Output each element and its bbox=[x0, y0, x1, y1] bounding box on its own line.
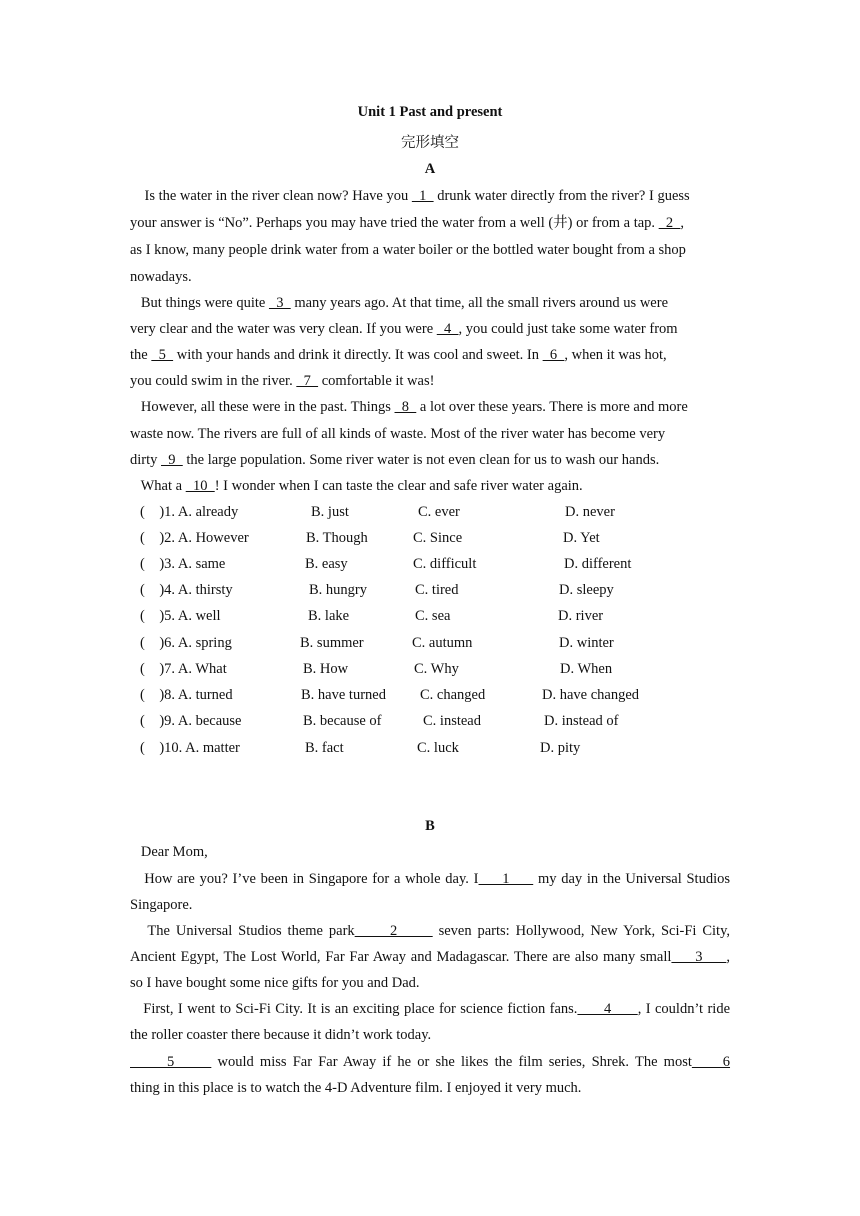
option-row bbox=[0, 554, 860, 574]
passage-text: with your hands and drink it directly. It was cool and sweet. In bbox=[173, 347, 543, 363]
passage-text: seven parts: Hollywood, New York, Sci-Fi City, bbox=[432, 923, 731, 939]
passage-line bbox=[130, 921, 730, 941]
question-choice: D. instead of bbox=[544, 713, 619, 729]
passage-line bbox=[130, 999, 730, 1019]
question-choice: B. hungry bbox=[309, 582, 367, 598]
question-choice: C. luck bbox=[417, 740, 459, 756]
passage-text: as I know, many people drink water from a water boiler or the bottled water bought from a shop bbox=[130, 242, 686, 258]
passage-text: What a bbox=[130, 478, 186, 494]
page-title: Unit 1 Past and present bbox=[357, 104, 503, 120]
question-choice: C. autumn bbox=[412, 635, 473, 651]
passage-line bbox=[130, 397, 730, 417]
blank-number: 8 bbox=[394, 399, 417, 415]
question-choice: D. never bbox=[565, 504, 615, 520]
blank-number: 6 bbox=[542, 347, 565, 363]
passage-text: your answer is “No”. Perhaps you may have tried the water from a well (井) or from a tap. bbox=[130, 215, 659, 231]
passage-text: the large population. Some river water is not even clean for us to wash our hands. bbox=[182, 452, 660, 468]
question-choice-a: ( )4. A. thirsty bbox=[140, 582, 233, 598]
question-choice-a: ( )2. A. However bbox=[140, 530, 249, 546]
passage-text: thing in this place is to watch the 4-D Adventure film. I enjoyed it very much. bbox=[130, 1080, 582, 1096]
question-choice: C. instead bbox=[423, 713, 481, 729]
option-row bbox=[0, 580, 860, 600]
passage-line bbox=[130, 895, 730, 915]
passage-text: a lot over these years. There is more and more bbox=[416, 399, 688, 415]
question-choice: B. just bbox=[311, 504, 349, 520]
question-choice: D. different bbox=[564, 556, 632, 572]
passage-line bbox=[130, 1052, 730, 1072]
question-choice: B. easy bbox=[305, 556, 348, 572]
passage-line bbox=[130, 424, 730, 444]
question-choice: D. sleepy bbox=[559, 582, 614, 598]
passage-text: would miss Far Far Away if he or she likes the film series, Shrek. The most bbox=[211, 1054, 692, 1070]
passage-line bbox=[130, 267, 730, 287]
passage-text: the bbox=[130, 347, 152, 363]
blank-number: 3 bbox=[268, 295, 291, 311]
option-row bbox=[0, 502, 860, 522]
blank-number: 2 bbox=[354, 923, 433, 939]
blank-number: 1 bbox=[411, 188, 434, 204]
passage-line bbox=[130, 293, 730, 313]
question-choice-a: ( )3. A. same bbox=[140, 556, 226, 572]
passage-line bbox=[130, 345, 730, 365]
blank-number: 4 bbox=[577, 1001, 638, 1017]
option-row bbox=[0, 685, 860, 705]
question-choice: C. difficult bbox=[413, 556, 477, 572]
question-choice: B. fact bbox=[305, 740, 344, 756]
question-choice: C. tired bbox=[415, 582, 459, 598]
option-row bbox=[0, 633, 860, 653]
question-choice: C. sea bbox=[415, 608, 451, 624]
passage-text: nowadays. bbox=[130, 269, 192, 285]
section-a-label: A bbox=[424, 161, 436, 177]
page-subtitle: 完形填空 bbox=[401, 135, 459, 151]
passage-text: drunk water directly from the river? I guess bbox=[433, 188, 690, 204]
passage-line bbox=[130, 186, 730, 206]
passage-text: , you could just take some water from bbox=[458, 321, 678, 337]
blank-number: 2 bbox=[658, 215, 681, 231]
question-choice: B. Though bbox=[306, 530, 368, 546]
passage-text: waste now. The rivers are full of all kinds of waste. Most of the river water has become very bbox=[130, 426, 666, 442]
question-choice: C. Why bbox=[414, 661, 459, 677]
question-choice-a: ( )9. A. because bbox=[140, 713, 242, 729]
blank-number: 1 bbox=[478, 871, 534, 887]
blank-number: 5 bbox=[151, 347, 174, 363]
passage-text: The Universal Studios theme park bbox=[130, 923, 355, 939]
passage-text: you could swim in the river. bbox=[130, 373, 297, 389]
question-choice: D. winter bbox=[559, 635, 614, 651]
question-choice-a: ( )7. A. What bbox=[140, 661, 227, 677]
option-row bbox=[0, 738, 860, 758]
question-choice: C. Since bbox=[413, 530, 463, 546]
passage-text: , bbox=[726, 949, 731, 965]
question-choice: D. have changed bbox=[542, 687, 640, 703]
passage-text: comfortable it was! bbox=[318, 373, 435, 389]
passage-line bbox=[130, 319, 730, 339]
passage-line bbox=[130, 1078, 730, 1098]
question-choice: B. lake bbox=[308, 608, 350, 624]
passage-line bbox=[130, 842, 730, 862]
blank-number: 5 bbox=[130, 1054, 212, 1070]
question-choice-a: ( )6. A. spring bbox=[140, 635, 232, 651]
passage-text: Dear Mom, bbox=[130, 844, 208, 860]
passage-text: so I have bought some nice gifts for you and Dad. bbox=[130, 975, 420, 991]
option-row bbox=[0, 528, 860, 548]
blank-number: 9 bbox=[161, 452, 183, 468]
blank-number: 6 bbox=[691, 1054, 731, 1070]
passage-text: dirty bbox=[130, 452, 162, 468]
passage-line bbox=[130, 371, 730, 391]
passage-text: However, all these were in the past. Things bbox=[130, 399, 395, 415]
passage-text: Ancient Egypt, The Lost World, Far Far Away and Madagascar. There are also many small bbox=[130, 949, 672, 965]
option-row bbox=[0, 711, 860, 731]
passage-line bbox=[130, 973, 730, 993]
question-choice: D. When bbox=[560, 661, 613, 677]
passage-text: many years ago. At that time, all the small rivers around us were bbox=[290, 295, 669, 311]
question-choice: D. Yet bbox=[563, 530, 600, 546]
question-choice: B. How bbox=[303, 661, 349, 677]
passage-line bbox=[130, 240, 730, 260]
passage-text: Singapore. bbox=[130, 897, 193, 913]
passage-text: very clear and the water was very clean. If you were bbox=[130, 321, 437, 337]
blank-number: 7 bbox=[296, 373, 319, 389]
passage-line bbox=[130, 450, 730, 470]
passage-text: ! I wonder when I can taste the clear and safe river water again. bbox=[214, 478, 583, 494]
passage-line bbox=[130, 476, 730, 496]
question-choice: D. pity bbox=[540, 740, 581, 756]
passage-line bbox=[130, 1025, 730, 1045]
question-choice: B. have turned bbox=[301, 687, 386, 703]
passage-text: , bbox=[680, 215, 685, 231]
blank-number: 3 bbox=[671, 949, 727, 965]
question-choice-a: ( )5. A. well bbox=[140, 608, 221, 624]
passage-line bbox=[130, 869, 730, 889]
passage-text: the roller coaster there because it didn’t work today. bbox=[130, 1027, 432, 1043]
passage-text: Is the water in the river clean now? Have you bbox=[130, 188, 412, 204]
passage-text: , I couldn’t ride bbox=[637, 1001, 731, 1017]
question-choice: D. river bbox=[558, 608, 604, 624]
section-b-label: B bbox=[425, 818, 435, 834]
option-row bbox=[0, 606, 860, 626]
option-row bbox=[0, 659, 860, 679]
passage-text: First, I went to Sci-Fi City. It is an exciting place for science fiction fans. bbox=[130, 1001, 578, 1017]
passage-text: How are you? I’ve been in Singapore for a whole day. I bbox=[130, 871, 479, 887]
blank-number: 4 bbox=[436, 321, 459, 337]
passage-line bbox=[130, 947, 730, 967]
question-choice-a: ( )1. A. already bbox=[140, 504, 239, 520]
question-choice: C. ever bbox=[418, 504, 460, 520]
passage-text: But things were quite bbox=[130, 295, 269, 311]
question-choice: B. because of bbox=[303, 713, 382, 729]
question-choice: B. summer bbox=[300, 635, 364, 651]
passage-line bbox=[130, 213, 730, 233]
passage-text: my day in the Universal Studios bbox=[533, 871, 731, 887]
question-choice-a: ( )10. A. matter bbox=[140, 740, 240, 756]
passage-text: , when it was hot, bbox=[564, 347, 667, 363]
blank-number: 10 bbox=[185, 478, 215, 494]
question-choice-a: ( )8. A. turned bbox=[140, 687, 233, 703]
question-choice: C. changed bbox=[420, 687, 486, 703]
